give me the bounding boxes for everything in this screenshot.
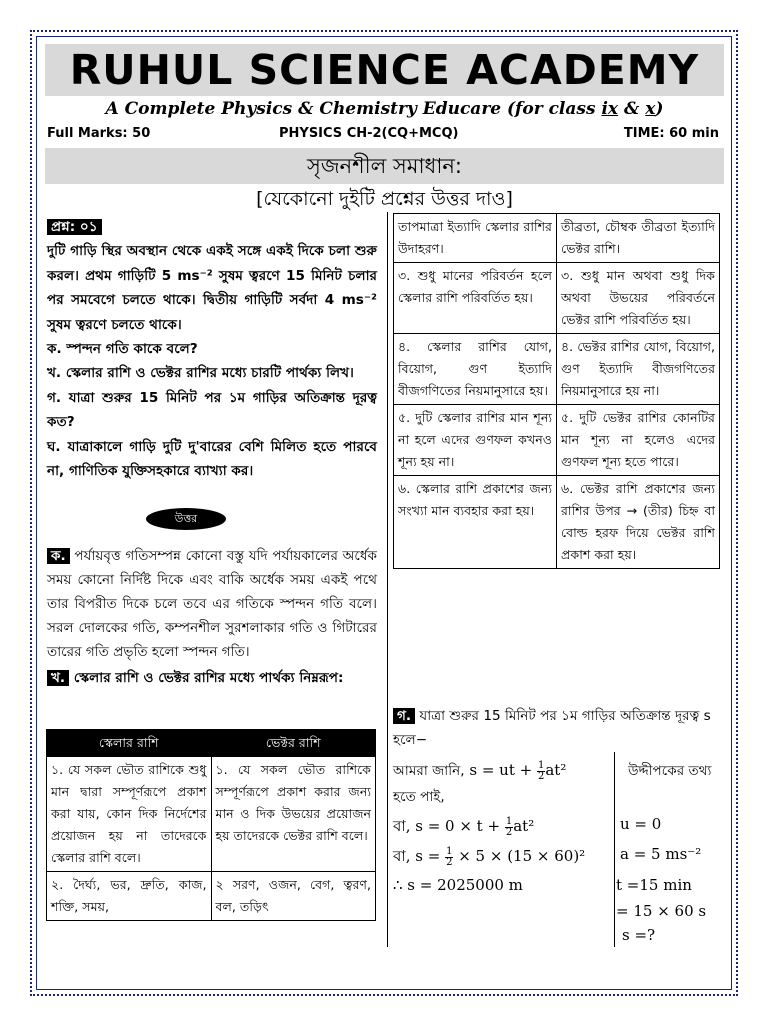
comparison-table-right: [393, 213, 720, 569]
answer-ka-block: [47, 544, 377, 690]
answer-ga-tag: গ.: [393, 708, 415, 724]
subject-label: PHYSICS CH-2(CQ+MCQ): [279, 126, 459, 141]
table-header-scalar: স্কেলার রাশি: [47, 730, 212, 757]
time-label: TIME: 60 min: [623, 126, 719, 141]
tagline: [45, 99, 724, 119]
frac-num: 1: [505, 815, 513, 827]
answer-ka-text: পর্যায়বৃত্ত গতিসম্পন্ন কোনো বস্তু যদি পর্যায়কালের অর্ধেক সময় কোনো নির্দিষ্ট দিকে এবং বাকি অর্ধেক সময় একই পথে তার বিপরীত দিকে চলে তবে এর গতিকে স্পন্দন গতি বলে। সরল দোলকের গতি, কম্পনশীল সুরশলাকার গতি ও গিটারের তারের গতি প্রভৃতি হলো স্পন্দন গতি।: [47, 548, 378, 660]
table-cell: ৪. স্কেলার রাশির যোগ, বিয়োগ, গুণ ইত্যাদি বীজগণিতের নিয়মানুসারে হয়।: [394, 334, 557, 405]
table-cell: ২ সরণ, ওজন, বেগ, ত্বরণ, বল, তড়িৎ: [211, 872, 376, 921]
instruction: [যেকোনো দুইটি প্রশ্নের উত্তর দাও]: [256, 188, 513, 210]
column-divider: [387, 212, 388, 947]
tagline-amp: &: [618, 99, 646, 119]
section-title: সৃজনশীল সমাধান:: [45, 148, 724, 184]
comparison-table-left: [46, 729, 376, 921]
table-cell: ৫. দুটি স্কেলার রাশির মান শূন্য না হলে এদের গুণফল কখনও শূন্য হয় না।: [394, 405, 557, 476]
table-cell: তাপমাত্রা ইত্যাদি স্কেলার রাশির উদাহরণ।: [394, 214, 557, 263]
fraction-half: [505, 817, 513, 838]
table-row: [394, 405, 720, 476]
question-kha: খ. স্কেলার রাশি ও ভেক্টর রাশির মধ্যে চারটি পার্থক্য লিখ।: [47, 365, 354, 382]
equation-line-3: [393, 815, 534, 840]
table-cell: ২. দৈর্ঘ্য, ভর, দ্রুতি, কাজ, শক্তি, সময়,: [47, 872, 212, 921]
table-cell: ১. যে সকল ভৌত রাশিকে শুধু মান দ্বারা সম্পূর্ণরূপে প্রকাশ করা যায়, কোন দিক নির্দেশের প্রয়োজন হয় না তাদেরকে স্কেলার রাশি বলে।: [47, 757, 212, 872]
eq3-pre: বা, s = 0 × t +: [393, 817, 501, 835]
answer-ga-text: যাত্রা শুরুর 15 মিনিট পর ১ম গাড়ির অতিক্রান্ত দূরত্ব s হলে−: [393, 708, 711, 748]
exam-meta-row: [47, 126, 719, 146]
table-cell: ৪. ভেক্টর রাশির যোগ, বিয়োগ, গুণ ইত্যাদি বীজগণিতের নিয়মানুসারে হয় না।: [557, 334, 720, 405]
question-label: প্রশ্ন: ০১: [47, 219, 102, 235]
eq4-post: × 5 × (15 × 60)²: [458, 847, 586, 865]
given-data-title: [628, 760, 711, 783]
academy-title: RUHUL SCIENCE ACADEMY: [69, 46, 700, 94]
answer-badge: উত্তর: [146, 508, 226, 530]
given-t-seconds: = 15 × 60 s: [616, 902, 707, 920]
tagline-text: A Complete Physics & Chemistry Educare (for class: [105, 99, 602, 119]
table-row: [47, 872, 376, 921]
equation-line-2: হতে পাই,: [393, 789, 445, 805]
given-data-divider: [614, 752, 615, 947]
answer-ga-block: [393, 704, 723, 752]
answer-kha-text: স্কেলার রাশি ও ভেক্টর রাশির মধ্যে পার্থক্য নিম্নরূপ:: [73, 670, 344, 686]
equation-result: ∴ s = 2025000 m: [393, 876, 523, 894]
table-row: [394, 476, 720, 569]
frac-num: 1: [537, 759, 545, 771]
table-cell: ১. যে সকল ভৌত রাশিকে সম্পূর্ণরূপে প্রকাশ করার জন্য মান ও দিক উভয়ের প্রয়োজন হয় তাদেরকে ভেক্টর রাশি বলে।: [211, 757, 376, 872]
question-block: [47, 215, 377, 483]
tagline-close: ): [655, 99, 664, 119]
table-row: [394, 214, 720, 263]
table-row: [394, 263, 720, 334]
full-marks: Full Marks: 50: [47, 126, 151, 141]
given-a: a = 5 ms⁻²: [620, 845, 702, 863]
table-cell: তীব্রতা, চৌম্বক তীব্রতা ইত্যাদি ভেক্টর রাশি।: [557, 214, 720, 263]
eq4-pre: বা, s =: [393, 847, 441, 865]
equation-line-4: [393, 845, 585, 870]
given-s: s =?: [622, 926, 656, 944]
table-cell: ৬. ভেক্টর রাশি প্রকাশের জন্য রাশির উপর → (তীর) চিহ্ন বা বোল্ড হরফ দিয়ে ভেক্টর রাশি প্রকাশ করা হয়।: [557, 476, 720, 569]
academy-title-bar: [45, 44, 724, 96]
fraction-half: [445, 847, 453, 868]
frac-num: 1: [446, 845, 453, 857]
eq1-math-a: s = ut +: [469, 761, 533, 779]
table-cell: ৩. শুধু মানের পরিবর্তন হলে স্কেলার রাশি পরিবর্তিত হয়।: [394, 263, 557, 334]
eq1-math-b: at²: [545, 761, 567, 779]
question-ka: ক. স্পন্দন গতি কাকে বলে?: [47, 341, 198, 358]
question-stem: দুটি গাড়ি স্থির অবস্থান থেকে একই সঙ্গে একই দিকে চলা শুরু করল। প্রথম গাড়িটি 5 ms⁻² সুষম ত্বরণে 15 মিনিট চলার পর সমবেগে চলতে থাকে। দ্বিতীয় গাড়িটি সর্বদা 4 ms⁻² সুষম ত্বরণে চলতে থাকে।: [47, 243, 377, 333]
equation-line-1: [393, 760, 566, 783]
question-gha: ঘ. যাত্রাকালে গাড়ি দুটি দু'বারের বেশি মিলিত হতে পারবে না, গাণিতিক যুক্তিসহকারে ব্যাখ্যা কর।: [47, 438, 377, 480]
table-cell: ৫. দুটি ভেক্টর রাশির কোনটির মান শূন্য না হলেও এদের গুণফল শূন্য হতে পারে।: [557, 405, 720, 476]
eq1-text: আমরা জানি,: [393, 763, 465, 779]
frac-den: 2: [505, 826, 513, 838]
table-row: [47, 757, 376, 872]
table-row: [394, 334, 720, 405]
frac-den: 2: [537, 770, 545, 782]
tagline-class-ix: ix: [601, 99, 619, 119]
eq3-post: at²: [513, 817, 535, 835]
answer-ka-tag: ক.: [47, 548, 70, 564]
tagline-class-x: x: [645, 99, 656, 119]
table-cell: ৩. শুধু মান অথবা শুধু দিক অথবা উভয়ের পরিবর্তনে ভেক্টর রাশি পরিবর্তিত হয়।: [557, 263, 720, 334]
question-ga: গ. যাত্রা শুরুর 15 মিনিট পর ১ম গাড়ির অতিক্রান্ত দূরত্ব কত?: [47, 389, 377, 431]
given-u: u = 0: [620, 815, 662, 833]
frac-den: 2: [446, 856, 453, 868]
table-cell: ৬. স্কেলার রাশি প্রকাশের জন্য সংখ্যা মান ব্যবহার করা হয়।: [394, 476, 557, 569]
answer-kha-tag: খ.: [47, 670, 69, 686]
given-t: t =15 min: [616, 876, 692, 894]
table-header-vector: ভেক্টর রাশি: [211, 730, 376, 757]
given-title-text: উদ্দীপকের তথ্য: [628, 763, 712, 779]
